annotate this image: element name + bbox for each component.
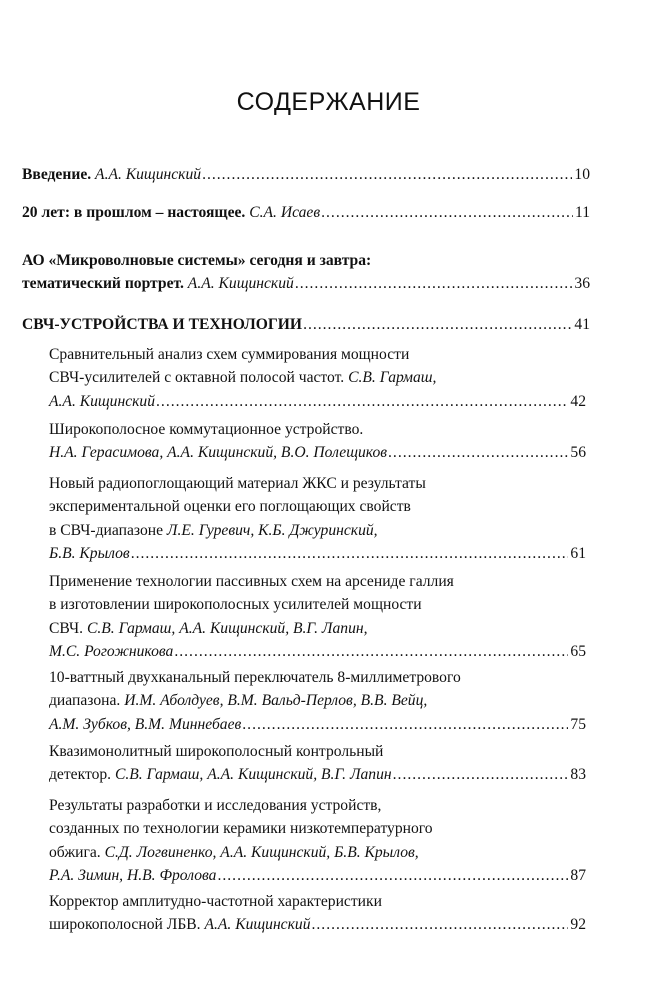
toc-line-text	[49, 495, 411, 518]
toc-page-number: 56	[570, 444, 586, 462]
toc-page-number: 65	[570, 642, 586, 660]
toc-line	[49, 495, 586, 518]
toc-heading: Введение.	[22, 166, 92, 183]
toc-article-title: в изготовлении широкополосных усилителей мощности	[49, 596, 422, 614]
toc-line	[49, 890, 586, 913]
toc-line-text	[49, 593, 422, 616]
toc-authors: Р.А. Зимин, Н.В. Фролова	[49, 866, 217, 884]
toc-entry	[0, 472, 657, 565]
toc-entry	[0, 666, 657, 736]
toc-article-title: 10-ваттный двухканальный переключатель 8-миллиметрового	[49, 669, 461, 686]
toc-line-text	[49, 817, 433, 840]
toc-page-number: 83	[570, 766, 586, 784]
toc-article-title: широкополосной ЛБВ.	[49, 916, 201, 934]
toc-line-text	[49, 418, 363, 441]
toc-line	[49, 418, 586, 441]
toc-line-text	[49, 763, 392, 786]
toc-entry	[0, 418, 657, 465]
toc-heading: АО «Микроволновые системы» сегодня и завтра:	[22, 252, 372, 269]
dot-leader	[393, 763, 569, 786]
toc-page-number: 75	[570, 715, 586, 733]
dot-leader	[388, 441, 568, 464]
toc-line	[49, 542, 586, 565]
toc-line	[49, 666, 586, 689]
toc-line-text	[22, 163, 201, 186]
toc-article-title: Результаты разработки и исследования устройств,	[49, 797, 382, 814]
toc-line-text	[22, 249, 371, 272]
toc-line	[22, 313, 590, 336]
dot-leader	[242, 713, 568, 736]
toc-line	[49, 390, 586, 413]
toc-line	[49, 913, 586, 936]
dot-leader	[131, 542, 569, 565]
toc-line-text	[49, 542, 130, 565]
toc-line-text	[49, 666, 461, 689]
toc-authors: А.А. Кищинский	[49, 392, 156, 410]
toc-line	[49, 864, 586, 887]
toc-article-title: Корректор амплитудно-частотной характеристики	[49, 893, 382, 910]
toc-article-title: СВЧ.	[49, 619, 84, 637]
toc-line-text	[49, 841, 419, 864]
toc-authors: И.М. Аболдуев, В.М. Вальд-Перлов, В.В. Вейц,	[120, 692, 428, 710]
toc-page-number: 10	[574, 166, 590, 183]
toc-line-text	[49, 343, 409, 366]
toc-authors: С.А. Исаев	[245, 204, 321, 221]
toc-line-text	[22, 313, 302, 336]
toc-line	[49, 640, 586, 663]
dot-leader	[295, 272, 573, 295]
toc-line-text	[49, 689, 427, 712]
toc-article-title: Применение технологии пассивных схем на арсениде галлия	[49, 573, 454, 590]
toc-article-title: обжига.	[49, 843, 101, 861]
toc-line-text	[49, 740, 383, 763]
toc-line-text	[49, 519, 378, 542]
dot-leader	[321, 201, 573, 224]
toc-authors: С.В. Гармаш, А.А. Кищинский, В.Г. Лапин	[111, 766, 392, 784]
toc-line	[22, 249, 590, 272]
toc-entry	[0, 201, 657, 224]
toc-line-text	[49, 713, 241, 736]
toc-entry	[0, 570, 657, 663]
toc-authors: С.Д. Логвиненко, А.А. Кищинский, Б.В. Крылов,	[100, 843, 419, 861]
toc-article-title: экспериментальной оценки его поглощающих свойств	[49, 498, 411, 516]
toc-line	[49, 689, 586, 712]
toc-entry	[0, 890, 657, 937]
toc-entry	[0, 163, 657, 186]
toc-line-text	[49, 390, 155, 413]
toc-line-text	[49, 794, 381, 817]
dot-leader	[156, 390, 568, 413]
page-title: СОДЕРЖАНИЕ	[236, 88, 421, 116]
toc-line-text	[49, 640, 173, 663]
toc-line	[49, 343, 586, 366]
dot-leader	[217, 864, 568, 887]
toc-line	[49, 617, 586, 640]
toc-authors: А.А. Кищинский	[183, 275, 294, 293]
toc-line	[49, 593, 586, 616]
toc-authors: Н.А. Герасимова, А.А. Кищинский, В.О. Полещиков	[49, 444, 388, 462]
toc-entry	[0, 794, 657, 887]
toc-authors: А.М. Зубков, В.М. Миннебаев	[49, 715, 242, 733]
toc-authors: С.В. Гармаш, А.А. Кищинский, В.Г. Лапин,	[83, 619, 368, 637]
toc-line-text	[49, 472, 426, 495]
toc-line-text	[49, 913, 311, 936]
toc-article-title: Новый радиопоглощающий материал ЖКС и результаты	[49, 475, 426, 492]
toc-article-title: диапазона.	[49, 692, 121, 710]
toc-article-title: в СВЧ-диапазоне	[49, 521, 164, 539]
toc-line-text	[49, 617, 368, 640]
toc-line	[49, 713, 586, 736]
dot-leader	[303, 313, 572, 336]
toc-line-text	[49, 366, 436, 389]
toc-entry	[0, 249, 657, 296]
toc-line-text	[49, 890, 382, 913]
dot-leader	[202, 163, 572, 186]
toc-entry	[0, 313, 657, 336]
toc-authors: А.А. Кищинский	[91, 166, 202, 183]
toc-line	[22, 201, 590, 224]
toc-line-text	[22, 201, 320, 224]
toc-page-number: 87	[570, 866, 586, 884]
toc-entry	[0, 343, 657, 413]
toc-authors: Б.В. Крылов	[49, 544, 130, 562]
toc-article-title: детектор.	[49, 766, 112, 784]
toc-authors: Л.Е. Гуревич, К.Б. Джуринский,	[163, 521, 378, 539]
toc-article-title: Широкополосное коммутационное устройство.	[49, 421, 364, 438]
toc-line	[49, 366, 586, 389]
toc-line-text	[49, 570, 454, 593]
toc-article-title: Квазимонолитный широкополосный контрольный	[49, 743, 384, 760]
toc-authors: М.С. Рогожникова	[49, 642, 174, 660]
toc-authors: А.А. Кищинский	[200, 916, 311, 934]
dot-leader	[312, 913, 569, 936]
toc-line	[22, 272, 590, 295]
toc-line	[49, 763, 586, 786]
toc-article-title: СВЧ-усилителей с октавной полосой частот.	[49, 369, 345, 387]
toc-line	[49, 519, 586, 542]
toc-entry	[0, 740, 657, 787]
toc-heading: тематический портрет.	[22, 275, 184, 293]
toc-page-number: 42	[570, 392, 586, 410]
toc-page-number: 92	[570, 916, 586, 934]
toc-line	[49, 817, 586, 840]
toc-article-title: созданных по технологии керамики низкотемпературного	[49, 820, 433, 838]
toc-heading: СВЧ-УСТРОЙСТВА И ТЕХНОЛОГИИ	[22, 316, 303, 333]
dot-leader	[174, 640, 568, 663]
toc-line-text	[49, 864, 216, 887]
toc-line	[49, 794, 586, 817]
toc-page-number: 36	[574, 275, 590, 293]
toc-line	[49, 441, 586, 464]
toc-line	[49, 841, 586, 864]
toc-page-number: 41	[574, 316, 590, 333]
toc-line	[49, 570, 586, 593]
toc-line	[49, 740, 586, 763]
toc-page-number: 11	[574, 204, 590, 221]
toc-article-title: Сравнительный анализ схем суммирования мощности	[49, 346, 410, 363]
toc-page-number: 61	[570, 544, 586, 562]
toc-line	[49, 472, 586, 495]
toc-line	[22, 163, 590, 186]
toc-line-text	[49, 441, 387, 464]
toc-line-text	[22, 272, 294, 295]
toc-authors: С.В. Гармаш,	[344, 369, 437, 387]
toc-heading: 20 лет: в прошлом – настоящее.	[22, 204, 246, 221]
